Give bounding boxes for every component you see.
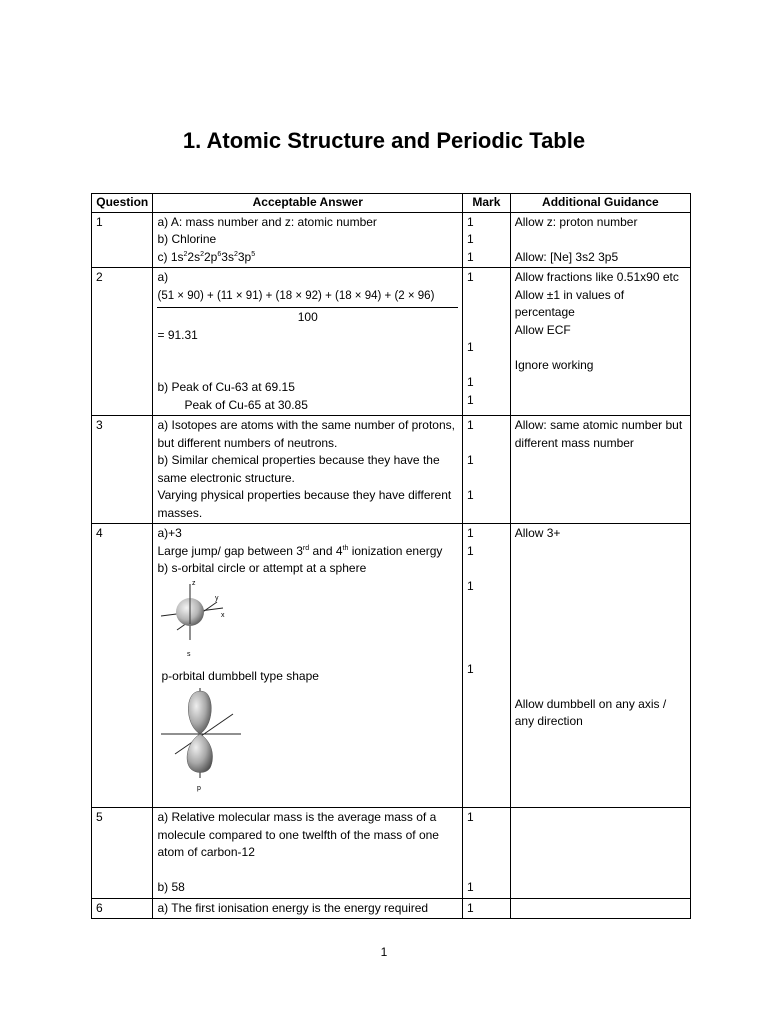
answer-cell — [153, 212, 463, 268]
mark-cell: 1 1 — [463, 808, 511, 899]
question-number: 3 — [92, 416, 153, 524]
p-orbital-diagram — [157, 686, 458, 807]
mark-scheme-table — [91, 193, 691, 919]
table-row — [92, 808, 691, 899]
fraction-denominator: 100 — [297, 310, 318, 324]
question-number: 5 — [92, 808, 153, 899]
mark-cell: 1 1 1 1 — [463, 524, 511, 808]
answer-line: b) Chlorine — [157, 232, 217, 246]
answer-line: = 91.31 — [157, 327, 198, 342]
answer-cell: a)+3 Large jump/ gap between 3rd and 4th ionization energy b) s-orbital circle or attempt at a sphere z y x s p-orbital dumbbell type shape p — [153, 524, 463, 808]
orbital-label-p: p — [197, 784, 202, 792]
fraction-numerator: (51 × 90) + (11 × 91) + (18 × 92) + (18 × 94) + (2 × 96) — [157, 288, 458, 309]
answer-line: a) A: mass number and z: atomic number — [157, 214, 377, 229]
header-answer: Acceptable Answer — [153, 194, 463, 213]
mark-cell: 1 — [463, 898, 511, 919]
guidance-cell: Allow z: proton number Allow: [Ne] 3s2 3p5 — [510, 212, 690, 268]
page-title: 1. Atomic Structure and Periodic Table — [182, 128, 586, 153]
guidance-cell: Allow fractions like 0.51x90 etc Allow ±1 in values of percentage Allow ECF Ignore working — [510, 268, 690, 416]
question-number: 1 — [92, 212, 153, 268]
table-row — [92, 416, 691, 524]
orbital-label-s: s — [187, 650, 191, 658]
answer-cell: a) Relative molecular mass is the average mass of a molecule compared to one twelfth of the mass of one atom of carbon-12 b) 58 — [153, 808, 463, 899]
guidance-cell — [510, 808, 690, 899]
mark-cell: 1 1 1 1 — [463, 268, 511, 416]
answer-cell: a) (51 × 90) + (11 × 91) + (18 × 92) + (18 × 94) + (2 × 96) 100 = 91.31 b) Peak of Cu-63 at 69.15 Peak of Cu-65 at 30.85 — [153, 268, 463, 416]
answer-cell: a) Isotopes are atoms with the same number of protons, but different numbers of neutrons. b) Similar chemical properties because they have the same electronic structure. Varying physical properties because they have different masses. — [153, 416, 463, 524]
answer-cell: a) The first ionisation energy is the energy required — [153, 898, 463, 919]
header-mark: Mark — [463, 194, 511, 213]
guidance-cell — [510, 898, 690, 919]
guidance-cell: Allow 3+ Allow dumbbell on any axis / any direction — [510, 524, 690, 808]
answer-line: b) Peak of Cu-63 at 69.15 — [157, 380, 295, 394]
electron-configuration: c) $1s^22s^22p^63s^23p^5$ — [157, 249, 256, 264]
page-number: 1 — [380, 945, 388, 959]
header-guidance: Additional Guidance — [510, 194, 690, 213]
table-row — [92, 212, 691, 268]
question-number: 2 — [92, 268, 153, 416]
table-row — [92, 268, 691, 416]
axis-label-x: x — [221, 611, 225, 619]
s-orbital-diagram — [157, 578, 458, 669]
axis-label-z: z — [192, 579, 196, 587]
answer-line: Peak of Cu-65 at 30.85 — [184, 397, 308, 412]
guidance-cell: Allow: same atomic number but different mass number — [510, 416, 690, 524]
mark-cell: 1 1 1 — [463, 416, 511, 524]
question-number: 6 — [92, 898, 153, 919]
table-header-row — [92, 194, 691, 213]
fraction — [157, 288, 458, 327]
question-number: 4 — [92, 524, 153, 808]
table-row — [92, 898, 691, 919]
axis-label-y: y — [215, 594, 219, 602]
mark-cell: 1 1 1 — [463, 212, 511, 268]
header-question: Question — [92, 194, 153, 213]
table-row — [92, 524, 691, 808]
